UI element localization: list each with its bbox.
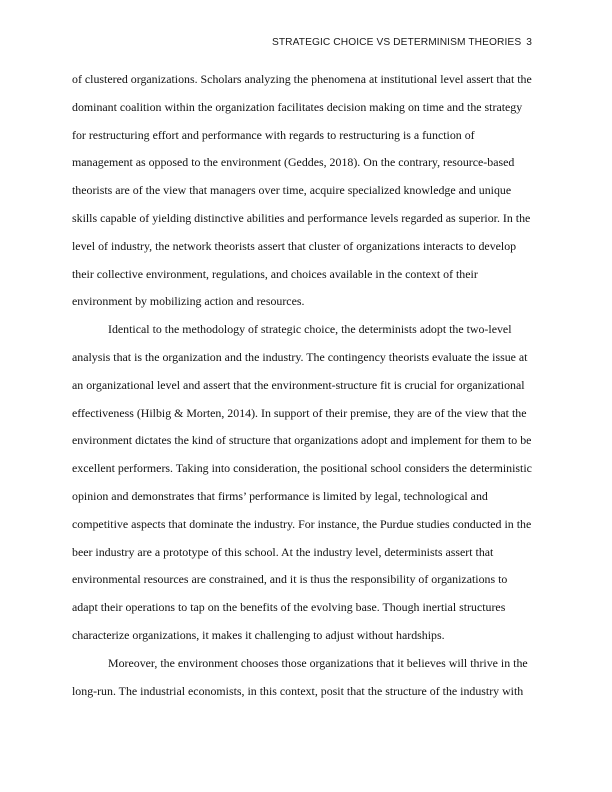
text-line: environment dictates the kind of structure that organizations adopt and implement for them to be [72,433,532,448]
text-line: excellent performers. Taking into consideration, the positional school considers the deterministic [72,461,532,476]
text-line: beer industry are a prototype of this school. At the industry level, determinists assert that [72,544,494,559]
text-line: their collective environment, regulations, and choices available in the context of their [72,266,478,281]
text-line: theorists are of the view that managers over time, acquire specialized knowledge and unique [72,183,512,198]
page-header [272,37,532,48]
text-line: skills capable of yielding distinctive abilities and performance levels regarded as superior. In the [72,210,531,225]
paragraph-3 [72,650,540,706]
text-line: characterize organizations, it makes it challenging to adjust without hardships. [72,627,445,642]
text-line: of clustered organizations. Scholars analyzing the phenomena at institutional level assert that the [72,72,532,86]
text-line: effectiveness (Hilbig & Morten, 2014). In support of their premise, they are of the view that the [72,405,527,420]
text-line: environment by mobilizing action and resources. [72,294,305,309]
text-line: analysis that is the organization and the industry. The contingency theorists evaluate the issue at [72,349,528,364]
text-line: management as opposed to the environment (Geddes, 2018). On the contrary, resource-based [72,155,515,170]
paragraph-2 [72,316,540,650]
text-line: dominant coalition within the organization facilitates decision making on time and the strategy [72,99,523,114]
text-line: level of industry, the network theorists assert that cluster of organizations interacts to develop [72,238,517,253]
text-line: long-run. The industrial economists, in this context, posit that the structure of the industry with [72,683,524,698]
page-number: 3 [526,37,532,48]
paragraph-1 [72,66,540,316]
text-line: opinion and demonstrates that firms’ performance is limited by legal, technological and [72,488,488,503]
running-head: STRATEGIC CHOICE VS DETERMINISM THEORIES [271,37,522,48]
text-line-first: Moreover, the environment chooses those organizations that it believes will thrive in the [108,655,528,670]
text-line: for restructuring effort and performance with regards to restructuring is a function of [72,127,475,142]
text-line: adapt their operations to tap on the benefits of the evolving base. Though inertial structures [72,600,506,615]
text-line: competitive aspects that dominate the industry. For instance, the Purdue studies conducted in the [72,516,532,531]
text-line-first: Identical to the methodology of strategic choice, the determinists adopt the two-level [108,322,512,337]
body-text [72,66,540,705]
text-line: environmental resources are constrained, and it is thus the responsibility of organizations to [72,572,508,587]
text-line: an organizational level and assert that the environment-structure fit is crucial for organizational [72,377,525,392]
